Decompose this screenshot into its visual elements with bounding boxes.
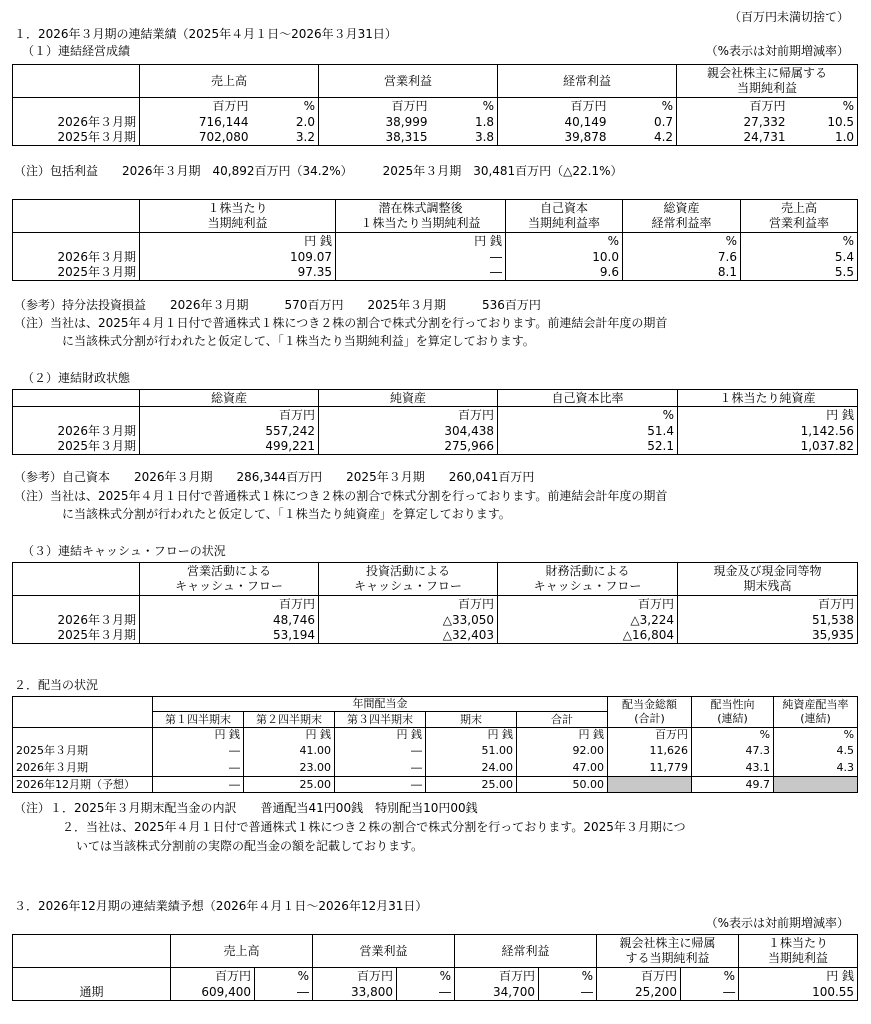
cell: 109.07 [140,249,336,265]
table-row [13,423,858,439]
cell: 2.0 [252,114,319,130]
financial-position-table [12,389,858,455]
cell: 1,037.82 [678,439,858,455]
cell: 4.3 [774,760,858,777]
row-label: 2025年３月期 [13,743,153,760]
cell: 5.4 [741,249,858,265]
unit-cell: 円 銭 [336,233,506,249]
table-row [13,777,858,793]
row-label: 2025年３月期 [13,628,140,644]
unit-cell: 百万円 [498,98,610,114]
corner-cell [13,563,140,596]
unit-cell: 百万円 [319,98,431,114]
cell: △33,050 [319,612,498,628]
subsection-cashflow-title: （３）連結キャッシュ・フローの状況 [22,544,226,558]
cell: 48,746 [140,612,319,628]
col-header: 合計 [517,712,608,728]
unit-cell: % [741,233,858,249]
cell: 53,194 [140,628,319,644]
table-row [13,612,858,628]
cell: 24,731 [677,130,789,146]
cell: ― [335,777,426,793]
label-cell [13,728,153,743]
cell: 40,149 [498,114,610,130]
cell: 10.0 [506,249,623,265]
row-label: 2026年３月期 [13,760,153,777]
percent-note: （%表示は対前期増減率） [705,44,849,58]
annual-dividend-header: 年間配当金 [153,697,608,712]
cell: 304,438 [319,423,498,439]
cell: 275,966 [319,439,498,455]
table-row [13,130,858,146]
col-header: 自己資本 当期純利益率 [506,200,623,233]
cell: 4.5 [774,743,858,760]
cell: 4.2 [610,130,677,146]
label-cell [13,596,140,612]
unit-cell: % [692,728,774,743]
comprehensive-income-note: （注）包括利益 2026年３月期 40,892百万円（34.2%） 2025年３月期 30,481百万円（△22.1%） [14,164,623,178]
cell: 41.00 [244,743,335,760]
cell: 8.1 [623,265,741,281]
unit-cell: 百万円 [678,596,858,612]
row-label: 2025年３月期 [13,265,140,281]
unit-cell: 円 銭 [426,728,517,743]
label-cell [13,968,171,984]
cell: 52.1 [498,439,678,455]
cell: 43.1 [692,760,774,777]
cell: 11,779 [608,760,692,777]
col-header: 経常利益 [455,935,597,968]
cell: ― [336,265,506,281]
unit-cell: % [431,98,498,114]
col-header: 営業利益 [313,935,455,968]
col-header: 自己資本比率 [498,390,678,407]
unit-cell: 円 銭 [517,728,608,743]
cell: 49.7 [692,777,774,793]
dividends-table [12,696,858,793]
cell: 11,626 [608,743,692,760]
col-header: 配当金総額 (合計) [608,697,692,728]
cell: 25,200 [597,984,681,1001]
cell: ― [335,743,426,760]
stock-split-note-1b: に当該株式分割が行われたと仮定して、「１株当たり当期純利益」を算定しております。 [62,334,535,348]
unit-cell: 円 銭 [678,407,858,423]
unit-cell: % [397,968,455,984]
corner-cell [13,390,140,407]
cell: 10.5 [789,114,858,130]
cell: ― [681,984,739,1001]
corner-cell [13,697,153,728]
unit-cell: 百万円 [597,968,681,984]
cell: 39,878 [498,130,610,146]
cell: 50.00 [517,777,608,793]
unit-cell: 百万円 [313,968,397,984]
cell: 51.4 [498,423,678,439]
unit-cell: 百万円 [319,407,498,423]
col-header: 営業活動による キャッシュ・フロー [140,563,319,596]
section1-title: １．2026年３月期の連結業績（2025年４月１日～2026年３月31日） [14,27,397,41]
unit-cell: % [789,98,858,114]
table-row [13,743,858,760]
col-header: 期末 [426,712,517,728]
corner-cell [13,935,171,968]
corner-cell [13,200,140,233]
unit-cell: 円 銭 [335,728,426,743]
table-row [13,628,858,644]
equity-ref-note: （参考）自己資本 2026年３月期 286,344百万円 2025年３月期 260,041百万円 [14,470,535,484]
cell: 0.7 [610,114,677,130]
unit-cell: % [255,968,313,984]
row-label: 2026年12月期（予想） [13,777,153,793]
cell: 1,142.56 [678,423,858,439]
label-cell [13,407,140,423]
col-header: 第１四半期末 [153,712,244,728]
cell: 33,800 [313,984,397,1001]
col-header: 第２四半期末 [244,712,335,728]
unit-cell: 百万円 [608,728,692,743]
label-cell [13,233,140,249]
cell: 47.3 [692,743,774,760]
col-header: 営業利益 [319,65,498,98]
stock-split-note-2a: （注）当社は、2025年４月１日付で普通株式１株につき２株の割合で株式分割を行っております。前連結会計年度の期首 [14,489,668,503]
dividend-note-1: （注）１．2025年３月期末配当金の内訳 普通配当41円00銭 特別配当10円00銭 [14,801,478,815]
col-header: 売上高 営業利益率 [741,200,858,233]
col-header: 投資活動による キャッシュ・フロー [319,563,498,596]
col-header: 第３四半期末 [335,712,426,728]
unit-cell: 百万円 [319,596,498,612]
unit-cell: 百万円 [140,98,252,114]
subsection-results-title: （１）連結経営成績 [22,44,131,58]
cell: 35,935 [678,628,858,644]
col-header: 親会社株主に帰属 する当期純利益 [597,935,739,968]
col-header: １株当たり純資産 [678,390,858,407]
cash-flow-table [12,562,858,644]
cell: 92.00 [517,743,608,760]
row-label: 2025年３月期 [13,439,140,455]
cell: △32,403 [319,628,498,644]
table-row [13,249,858,265]
col-header: 現金及び現金同等物 期末残高 [678,563,858,596]
cell: 7.6 [623,249,741,265]
cell: △16,804 [498,628,678,644]
unit-cell: 円 銭 [153,728,244,743]
shaded-cell [608,777,692,793]
cell: 1.8 [431,114,498,130]
cell: 499,221 [140,439,319,455]
col-header: 財務活動による キャッシュ・フロー [498,563,678,596]
cell: 716,144 [140,114,252,130]
col-header: 経常利益 [498,65,677,98]
equity-method-note: （参考）持分法投資損益 2026年３月期 570百万円 2025年３月期 536百万円 [14,298,541,312]
forecast-table [12,934,858,1001]
row-label: 2025年３月期 [13,130,140,146]
col-header: 総資産 [140,390,319,407]
cell: △3,224 [498,612,678,628]
stock-split-note-1a: （注）当社は、2025年４月１日付で普通株式１株につき２株の割合で株式分割を行っております。前連結会計年度の期首 [14,316,668,330]
row-label: 2026年３月期 [13,114,140,130]
unit-cell: % [252,98,319,114]
unit-cell: 円 銭 [140,233,336,249]
unit-cell: % [774,728,858,743]
unit-cell: % [539,968,597,984]
unit-cell: 百万円 [455,968,539,984]
cell: 24.00 [426,760,517,777]
per-share-table [12,199,858,281]
table-row [13,984,858,1001]
cell: ― [335,760,426,777]
cell: 27,332 [677,114,789,130]
row-label: 通期 [13,984,171,1001]
col-header: 売上高 [171,935,313,968]
col-header: 親会社株主に帰属する 当期純利益 [677,65,858,98]
unit-cell: 円 銭 [244,728,335,743]
cell: 47.00 [517,760,608,777]
cell: ― [153,777,244,793]
unit-cell: % [506,233,623,249]
cell: 51,538 [678,612,858,628]
unit-cell: 百万円 [498,596,678,612]
operating-results-table [12,64,858,146]
section2-title: ２．配当の状況 [14,678,99,692]
row-label: 2026年３月期 [13,249,140,265]
label-cell [13,98,140,114]
col-header: 潜在株式調整後 １株当たり当期純利益 [336,200,506,233]
stock-split-note-2b: に当該株式分割が行われたと仮定して、「１株当たり純資産」を算定しております。 [62,507,511,521]
cell: ― [397,984,455,1001]
cell: 1.0 [789,130,858,146]
col-header: 売上高 [140,65,319,98]
dividend-note-2a: ２．当社は、2025年４月１日付で普通株式１株につき２株の割合で株式分割を行っております。2025年３月期につ [62,820,686,834]
cell: ― [153,760,244,777]
col-header: １株当たり 当期純利益 [140,200,336,233]
cell: 100.55 [739,984,858,1001]
col-header: 総資産 経常利益率 [623,200,741,233]
cell: 3.8 [431,130,498,146]
cell: ― [539,984,597,1001]
col-header: 配当性向 (連結) [692,697,774,728]
cell: 38,999 [319,114,431,130]
table-row [13,760,858,777]
cell: 38,315 [319,130,431,146]
unit-cell: % [623,233,741,249]
cell: ― [255,984,313,1001]
cell: 5.5 [741,265,858,281]
unit-cell: % [610,98,677,114]
cell: 23.00 [244,760,335,777]
table-row [13,439,858,455]
cell: 3.2 [252,130,319,146]
cell: 25.00 [244,777,335,793]
col-header: 純資産配当率 (連結) [774,697,858,728]
cell: 25.00 [426,777,517,793]
rounding-note: （百万円未満切捨て） [728,10,849,24]
col-header: １株当たり 当期純利益 [739,935,858,968]
dividend-note-2b: いては当該株式分割前の実際の配当金の額を記載しております。 [76,839,424,853]
forecast-percent-note: （%表示は対前期増減率） [705,916,849,930]
cell: 557,242 [140,423,319,439]
row-label: 2026年３月期 [13,612,140,628]
cell: 51.00 [426,743,517,760]
cell: 97.35 [140,265,336,281]
table-row [13,114,858,130]
unit-cell: 円 銭 [739,968,858,984]
unit-cell: 百万円 [140,407,319,423]
col-header: 純資産 [319,390,498,407]
unit-cell: 百万円 [677,98,789,114]
unit-cell: % [498,407,678,423]
unit-cell: % [681,968,739,984]
subsection-financial-title: （２）連結財政状態 [22,371,131,385]
section3-title: ３．2026年12月期の連結業績予想（2026年４月１日～2026年12月31日） [14,899,428,913]
cell: 702,080 [140,130,252,146]
shaded-cell [774,777,858,793]
table-row [13,265,858,281]
cell: ― [336,249,506,265]
cell: 34,700 [455,984,539,1001]
row-label: 2026年３月期 [13,423,140,439]
cell: ― [153,743,244,760]
cell: 609,400 [171,984,255,1001]
unit-cell: 百万円 [171,968,255,984]
corner-cell [13,65,140,98]
unit-cell: 百万円 [140,596,319,612]
cell: 9.6 [506,265,623,281]
